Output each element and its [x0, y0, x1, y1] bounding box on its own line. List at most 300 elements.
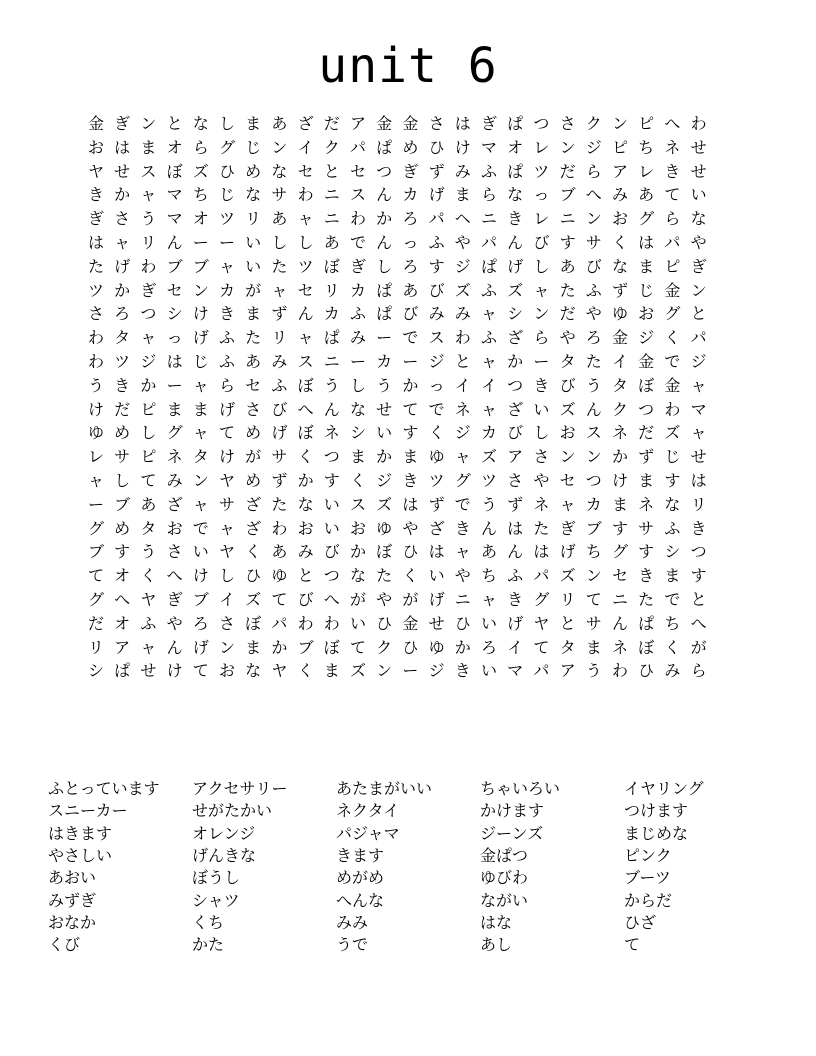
grid-letter: ち	[585, 542, 602, 562]
grid-letter: ャ	[690, 375, 707, 395]
grid-letter: パ	[533, 661, 550, 681]
grid-letter: ま	[245, 114, 262, 133]
grid-letter: グ	[454, 471, 471, 490]
grid-letter: て	[192, 661, 209, 681]
grid-letter: か	[454, 637, 471, 657]
grid-letter: び	[271, 399, 288, 419]
grid-letter: シ	[349, 423, 366, 443]
grid-letter: い	[428, 566, 445, 586]
grid-letter: く	[349, 471, 366, 490]
grid-letter: じ	[218, 185, 235, 205]
grid-letter: ざ	[507, 399, 524, 419]
grid-letter: ー	[402, 661, 419, 681]
grid-letter: ブ	[559, 185, 576, 205]
grid-letter: う	[87, 375, 104, 395]
grid-letter: か	[507, 352, 524, 371]
word-list-item: ながい	[480, 890, 529, 910]
grid-letter: ズ	[507, 280, 524, 300]
grid-letter: オ	[192, 209, 209, 229]
grid-letter: ヤ	[533, 613, 550, 633]
grid-letter: つ	[323, 447, 340, 467]
grid-letter: は	[507, 518, 524, 538]
grid-letter: び	[585, 256, 602, 276]
grid-letter: ピ	[638, 114, 655, 133]
grid-letter: な	[245, 185, 262, 205]
grid-letter: わ	[297, 185, 314, 205]
grid-letter: ろ	[480, 637, 497, 657]
grid-letter: 金	[87, 114, 104, 133]
grid-letter: や	[402, 518, 419, 538]
grid-letter: し	[271, 233, 288, 252]
grid-letter: さ	[166, 542, 183, 562]
grid-letter: き	[507, 590, 524, 609]
grid-letter: ヤ	[140, 590, 157, 609]
grid-letter: め	[245, 471, 262, 490]
grid-letter: と	[454, 352, 471, 371]
page-title: unit 6	[318, 38, 498, 94]
grid-letter: か	[114, 185, 131, 205]
grid-letter: カ	[402, 185, 419, 205]
grid-letter: い	[349, 613, 366, 633]
grid-letter: ぼ	[323, 256, 340, 276]
grid-letter: あ	[480, 542, 497, 562]
grid-letter: で	[349, 233, 366, 252]
grid-letter: ピ	[140, 447, 157, 467]
grid-letter: ぱ	[507, 114, 524, 133]
grid-letter: カ	[585, 494, 602, 514]
grid-letter: ふ	[349, 304, 366, 324]
grid-letter: マ	[480, 137, 497, 157]
grid-letter: あ	[402, 280, 419, 300]
grid-letter: わ	[297, 613, 314, 633]
grid-letter: シ	[507, 304, 524, 324]
grid-letter: ぎ	[166, 590, 183, 609]
grid-letter: が	[402, 590, 419, 609]
word-list-item: アクセサリー	[192, 779, 288, 798]
grid-letter: ジ	[690, 352, 707, 371]
grid-letter: シ	[87, 661, 104, 681]
grid-letter: け	[192, 304, 209, 324]
grid-letter: イ	[480, 375, 497, 395]
grid-letter: っ	[402, 233, 419, 252]
grid-letter: オ	[166, 137, 183, 157]
word-list-item: うで	[336, 935, 369, 955]
grid-letter: パ	[271, 613, 288, 633]
grid-letter: ツ	[87, 280, 104, 300]
word-list-item: まじめな	[624, 823, 689, 843]
grid-letter: な	[349, 399, 366, 419]
grid-letter: カ	[349, 280, 366, 300]
grid-letter: か	[297, 471, 314, 490]
grid-letter: お	[87, 137, 104, 157]
grid-letter: ぱ	[376, 280, 393, 300]
grid-letter: ャ	[297, 209, 314, 229]
grid-letter: グ	[87, 590, 104, 609]
grid-letter: は	[166, 352, 183, 371]
grid-letter: ャ	[192, 375, 209, 395]
grid-letter: く	[402, 566, 419, 586]
grid-letter: あ	[245, 352, 262, 371]
grid-letter: つ	[507, 375, 524, 395]
grid-letter: み	[454, 161, 471, 181]
grid-letter: ら	[664, 209, 681, 229]
grid-letter: ネ	[638, 494, 655, 514]
grid-letter: う	[585, 661, 602, 681]
grid-letter: わ	[349, 209, 366, 229]
grid-letter: ー	[376, 328, 393, 348]
grid-letter: け	[611, 471, 628, 490]
grid-letter: ぎ	[349, 256, 366, 276]
word-list-item: せがたかい	[192, 801, 273, 821]
grid-letter: で	[454, 494, 471, 514]
grid-letter: ャ	[140, 637, 157, 657]
grid-letter: ャ	[480, 352, 497, 371]
word-list-item: ブーツ	[624, 868, 671, 888]
grid-letter: ズ	[192, 161, 209, 181]
grid-letter: ぼ	[166, 161, 183, 181]
grid-letter: ツ	[114, 352, 131, 371]
grid-letter: ろ	[402, 256, 419, 276]
grid-letter: ら	[480, 185, 497, 205]
grid-letter: ン	[559, 447, 576, 467]
grid-letter: ー	[218, 233, 235, 252]
grid-letter: ア	[507, 447, 524, 467]
grid-letter: セ	[559, 471, 576, 490]
grid-letter: か	[114, 280, 131, 300]
grid-letter: ニ	[323, 185, 340, 205]
grid-letter: ゆ	[611, 304, 628, 324]
grid-letter: ま	[611, 494, 628, 514]
grid-letter: パ	[664, 233, 681, 252]
grid-letter: た	[585, 352, 602, 371]
grid-letter: め	[402, 137, 419, 157]
grid-letter: ぎ	[559, 518, 576, 538]
grid-letter: へ	[114, 590, 131, 609]
grid-letter: げ	[559, 542, 576, 562]
grid-letter: っ	[166, 328, 183, 348]
grid-letter: ぎ	[114, 114, 131, 133]
grid-letter: す	[638, 542, 655, 562]
grid-letter: へ	[323, 590, 340, 609]
grid-letter: げ	[192, 637, 209, 657]
grid-letter: み	[428, 304, 445, 324]
grid-letter: し	[376, 256, 393, 276]
word-list-item: て	[624, 935, 641, 955]
grid-letter: は	[402, 494, 419, 514]
grid-letter: ズ	[559, 399, 576, 419]
grid-letter: ろ	[585, 328, 602, 348]
grid-letter: や	[376, 590, 393, 609]
grid-letter: や	[559, 328, 576, 348]
grid-letter: あ	[140, 494, 157, 514]
grid-letter: あ	[271, 209, 288, 229]
grid-letter: ひ	[454, 613, 471, 633]
grid-letter: お	[218, 661, 235, 681]
grid-letter: ヤ	[218, 471, 235, 490]
grid-letter: ま	[166, 399, 183, 419]
grid-letter: ひ	[218, 161, 235, 181]
grid-letter: レ	[638, 161, 655, 181]
grid-letter: み	[349, 328, 366, 348]
grid-letter: だ	[559, 161, 576, 181]
grid-letter: ズ	[454, 280, 471, 300]
grid-letter: は	[638, 233, 655, 252]
grid-letter: て	[402, 399, 419, 419]
grid-letter: げ	[192, 328, 209, 348]
grid-letter: じ	[245, 137, 262, 157]
grid-letter: な	[690, 209, 707, 229]
grid-letter: ん	[611, 613, 628, 633]
grid-letter: ま	[349, 447, 366, 467]
grid-letter: か	[402, 375, 419, 395]
grid-letter: カ	[376, 352, 393, 371]
grid-letter: き	[533, 375, 550, 395]
grid-letter: ま	[245, 304, 262, 324]
word-list-item: ゆびわ	[480, 868, 529, 888]
grid-letter: ン	[192, 471, 209, 490]
grid-letter: つ	[323, 566, 340, 586]
grid-letter: く	[140, 566, 157, 586]
grid-letter: く	[428, 423, 445, 443]
grid-letter: だ	[114, 399, 131, 419]
grid-letter: く	[664, 328, 681, 348]
grid-letter: ん	[166, 233, 183, 252]
grid-letter: な	[507, 185, 524, 205]
grid-letter: は	[533, 542, 550, 562]
grid-letter: サ	[585, 613, 602, 633]
grid-letter: 金	[402, 114, 419, 133]
grid-letter: と	[297, 566, 314, 586]
grid-letter: タ	[559, 352, 576, 371]
grid-letter: パ	[428, 209, 445, 229]
grid-letter: ず	[271, 471, 288, 490]
grid-letter: び	[323, 542, 340, 562]
word-list-item: かけます	[480, 801, 545, 821]
grid-letter: ず	[507, 494, 524, 514]
grid-letter: た	[87, 256, 104, 276]
grid-letter: き	[638, 566, 655, 586]
grid-letter: ズ	[664, 423, 681, 443]
grid-letter: ヤ	[218, 542, 235, 562]
grid-letter: へ	[690, 613, 707, 633]
grid-letter: ピ	[140, 399, 157, 419]
grid-letter: ス	[349, 185, 366, 205]
grid-letter: マ	[166, 209, 183, 229]
grid-letter: ら	[192, 137, 209, 157]
grid-letter: ブ	[192, 590, 209, 609]
grid-letter: み	[297, 542, 314, 562]
grid-letter: た	[271, 494, 288, 514]
grid-letter: め	[245, 161, 262, 181]
grid-letter: サ	[585, 233, 602, 252]
grid-letter: シ	[664, 542, 681, 562]
grid-letter: へ	[297, 399, 314, 419]
grid-letter: し	[140, 423, 157, 443]
grid-letter: ゆ	[428, 637, 445, 657]
grid-letter: き	[664, 161, 681, 181]
grid-letter: げ	[507, 256, 524, 276]
grid-letter: う	[585, 375, 602, 395]
grid-letter: グ	[87, 518, 104, 538]
grid-letter: や	[690, 233, 707, 252]
grid-letter: ん	[507, 233, 524, 252]
grid-letter: や	[454, 233, 471, 252]
grid-letter: ま	[638, 256, 655, 276]
grid-letter: み	[611, 185, 628, 205]
grid-letter: 金	[376, 114, 393, 133]
word-list-item: はな	[480, 912, 513, 932]
word-list-item: オレンジ	[192, 823, 256, 843]
grid-letter: す	[690, 566, 707, 586]
grid-letter: み	[166, 471, 183, 490]
grid-letter: せ	[690, 447, 707, 467]
grid-letter: て	[533, 637, 550, 657]
grid-letter: い	[690, 185, 707, 205]
word-list-item: シャツ	[192, 890, 240, 910]
grid-letter: ジ	[140, 352, 157, 371]
grid-letter: ぱ	[480, 256, 497, 276]
grid-letter: ぼ	[638, 375, 655, 395]
grid-letter: パ	[533, 566, 550, 586]
grid-letter: ず	[271, 304, 288, 324]
grid-letter: せ	[140, 661, 157, 681]
grid-letter: す	[323, 471, 340, 490]
grid-letter: な	[349, 566, 366, 586]
grid-letter: セ	[166, 280, 183, 300]
grid-letter: ぎ	[140, 280, 157, 300]
grid-letter: オ	[114, 566, 131, 586]
grid-letter: だ	[559, 304, 576, 324]
grid-letter: げ	[271, 423, 288, 443]
grid-letter: く	[245, 542, 262, 562]
grid-letter: く	[664, 637, 681, 657]
word-list-item: ひざ	[624, 912, 657, 932]
grid-letter: か	[376, 447, 393, 467]
grid-letter: セ	[349, 161, 366, 181]
grid-letter: ン	[376, 661, 393, 681]
grid-letter: で	[402, 328, 419, 348]
grid-letter: ズ	[245, 590, 262, 609]
grid-letter: ふ	[664, 518, 681, 538]
grid-letter: ひ	[376, 613, 393, 633]
grid-letter: パ	[349, 137, 366, 157]
grid-letter: ブ	[87, 542, 104, 562]
grid-letter: さ	[87, 304, 104, 324]
grid-letter: お	[638, 304, 655, 324]
grid-letter: だ	[87, 613, 104, 633]
grid-letter: み	[454, 304, 471, 324]
grid-letter: 金	[402, 613, 419, 633]
grid-letter: マ	[166, 185, 183, 205]
grid-letter: や	[454, 566, 471, 586]
grid-letter: せ	[376, 399, 393, 419]
word-list-item: ふとっています	[48, 779, 160, 798]
grid-letter: シ	[166, 304, 183, 324]
grid-letter: き	[402, 471, 419, 490]
grid-letter: ャ	[690, 423, 707, 443]
grid-letter: ず	[428, 161, 445, 181]
grid-letter: レ	[87, 447, 104, 467]
grid-letter: ス	[140, 161, 157, 181]
grid-letter: ニ	[323, 352, 340, 371]
grid-letter: マ	[507, 661, 524, 681]
grid-letter: ー	[349, 352, 366, 371]
grid-letter: ャ	[192, 494, 209, 514]
grid-letter: ざ	[166, 494, 183, 514]
grid-letter: リ	[323, 280, 340, 300]
grid-letter: し	[114, 471, 131, 490]
grid-letter: く	[611, 233, 628, 252]
grid-letter: や	[585, 304, 602, 324]
grid-letter: わ	[323, 613, 340, 633]
word-list-item: スニーカー	[48, 801, 128, 821]
grid-letter: ジ	[454, 256, 471, 276]
grid-letter: て	[349, 637, 366, 657]
grid-letter: う	[140, 209, 157, 229]
grid-letter: わ	[690, 114, 707, 133]
grid-letter: し	[218, 566, 235, 586]
grid-letter: ジ	[376, 471, 393, 490]
grid-letter: ふ	[271, 375, 288, 395]
word-list-item: へんな	[336, 890, 385, 910]
word-list-item: あし	[480, 935, 513, 955]
grid-letter: や	[166, 613, 183, 633]
grid-letter: ブ	[114, 494, 131, 514]
grid-letter: ざ	[245, 494, 262, 514]
word-list-item: おなか	[48, 912, 97, 932]
grid-letter: ヤ	[87, 161, 104, 181]
grid-letter: ま	[638, 471, 655, 490]
word-list-item: あおい	[48, 868, 97, 888]
grid-letter: う	[480, 494, 497, 514]
grid-letter: か	[140, 375, 157, 395]
grid-letter: ふ	[480, 328, 497, 348]
grid-letter: し	[533, 256, 550, 276]
grid-letter: ぱ	[376, 304, 393, 324]
grid-letter: で	[664, 590, 681, 609]
grid-letter: だ	[323, 114, 340, 133]
grid-letter: い	[323, 518, 340, 538]
word-list-item: つけます	[624, 801, 689, 821]
grid-letter: ャ	[114, 233, 131, 252]
grid-letter: ネ	[533, 494, 550, 514]
grid-letter: ー	[87, 494, 104, 514]
grid-letter: へ	[585, 185, 602, 205]
grid-letter: ン	[533, 304, 550, 324]
grid-letter: ず	[638, 447, 655, 467]
grid-letter: み	[271, 352, 288, 371]
grid-letter: ン	[611, 114, 628, 133]
grid-letter: ン	[585, 209, 602, 229]
grid-letter: か	[349, 542, 366, 562]
grid-letter: ン	[585, 447, 602, 467]
grid-letter: ん	[585, 399, 602, 419]
grid-letter: お	[166, 518, 183, 538]
grid-letter: と	[323, 161, 340, 181]
grid-letter: け	[166, 661, 183, 681]
grid-letter: パ	[480, 233, 497, 252]
grid-letter: レ	[533, 209, 550, 229]
grid-letter: わ	[87, 352, 104, 371]
grid-letter: は	[87, 233, 104, 252]
grid-letter: し	[349, 375, 366, 395]
grid-letter: ジ	[454, 423, 471, 443]
grid-letter: つ	[690, 542, 707, 562]
grid-letter: で	[428, 399, 445, 419]
grid-letter: ろ	[192, 613, 209, 633]
grid-letter: ジ	[638, 328, 655, 348]
grid-letter: ネ	[664, 137, 681, 157]
